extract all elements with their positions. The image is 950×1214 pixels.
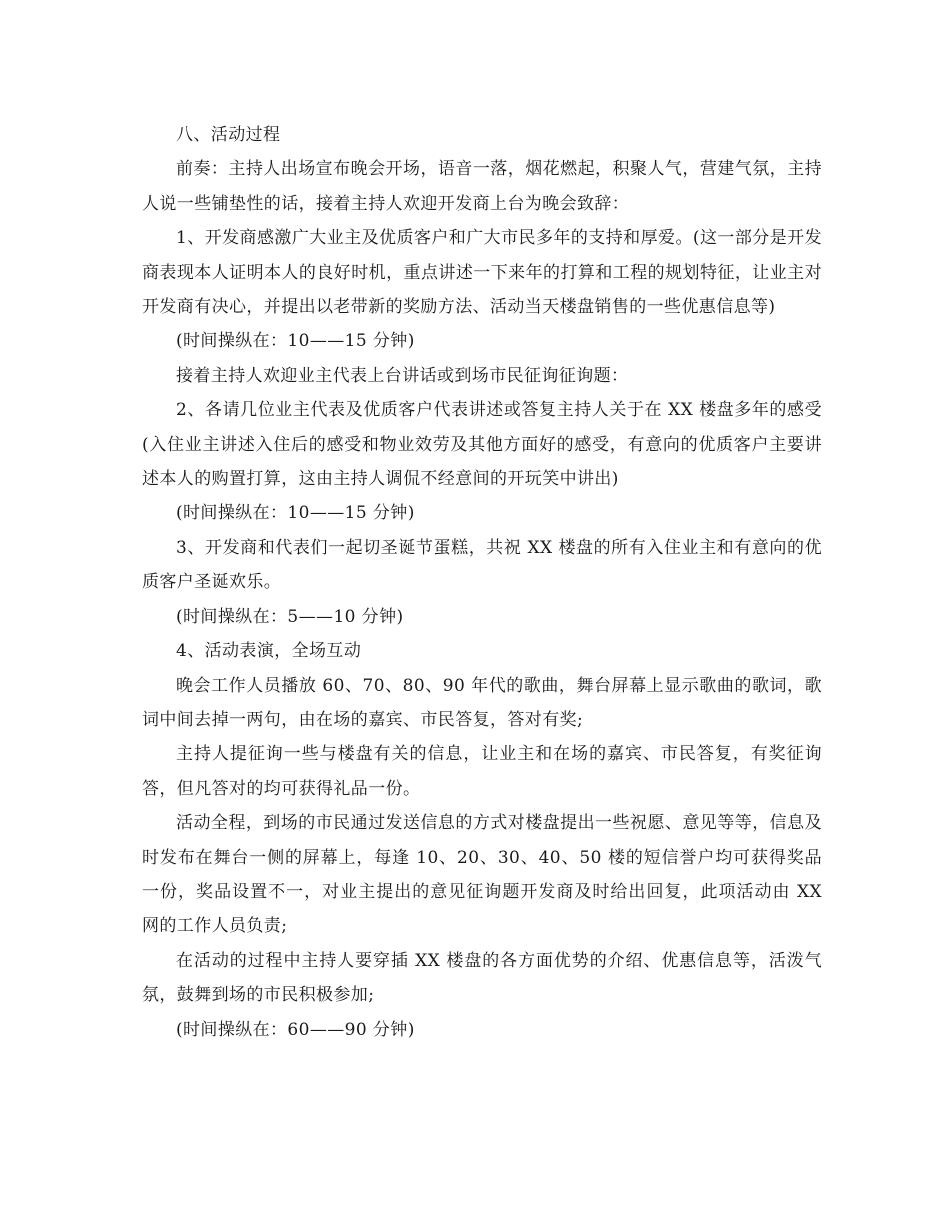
paragraph-transition: 接着主持人欢迎业主代表上台讲话或到场市民征询征询题： <box>176 365 629 386</box>
paragraph-time-1: (时间操纵在：10——15 分钟) <box>176 331 415 352</box>
paragraph-time-4: (时间操纵在：60——90 分钟) <box>176 1019 415 1040</box>
section-heading: 八、活动过程 <box>176 125 281 145</box>
paragraph-item-1: 1、开发商感激广大业主及优质客户和广大市民多年的支持和厚爱。(这一部分是开发商表现本人证明本人的良好时机，重点讲述一下来年的打算和工程的规划特征，让业主对开发商有决心，并提出以老带新的奖励方法、活动当天楼盘销售的一些优惠信息等) <box>142 228 822 318</box>
paragraph-quiz: 主持人提征询一些与楼盘有关的信息，让业主和在场的嘉宾、市民答复，有奖征询答，但凡答对的均可获得礼品一份。 <box>142 744 822 799</box>
paragraph-sms: 活动全程，到场的市民通过发送信息的方式对楼盘提出一些祝愿、意见等等，信息及时发布在舞台一侧的屏幕上，每逢 10、20、30、40、50 楼的短信誉户均可获得奖品一份，奖品设置不一，对业主提出的意见征询题开发商及时给出回复，此项活动由 XX 网的工作人员负责; <box>142 813 822 937</box>
document-body <box>142 118 822 1047</box>
paragraph-time-2: (时间操纵在：10——15 分钟) <box>176 503 415 524</box>
paragraph-item-2: 2、各请几位业主代表及优质客户代表讲述或答复主持人关于在 XX 楼盘多年的感受(入住业主讲述入住后的感受和物业效劳及其他方面好的感受，有意向的优质客户主要讲述本人的购置打算，这由主持人调侃不经意间的开玩笑中讲出) <box>142 400 822 490</box>
paragraph-item-4: 4、活动表演，全场互动 <box>176 641 362 662</box>
paragraph-prelude: 前奏：主持人出场宣布晚会开场，语音一落，烟花燃起，积聚人气，营建气氛，主持人说一些铺垫性的话，接着主持人欢迎开发商上台为晚会致辞： <box>142 159 822 214</box>
paragraph-songs: 晚会工作人员播放 60、70、80、90 年代的歌曲，舞台屏幕上显示歌曲的歌词，歌词中间去掉一两句，由在场的嘉宾、市民答复，答对有奖; <box>142 675 822 730</box>
paragraph-host-promo: 在活动的过程中主持人要穿插 XX 楼盘的各方面优势的介绍、优惠信息等，活泼气氛，鼓舞到场的市民积极参加; <box>142 950 822 1006</box>
paragraph-item-3: 3、开发商和代表们一起切圣诞节蛋糕，共祝 XX 楼盘的所有入住业主和有意向的优质客户圣诞欢乐。 <box>142 537 822 593</box>
paragraph-time-3: (时间操纵在：5——10 分钟) <box>176 606 404 627</box>
